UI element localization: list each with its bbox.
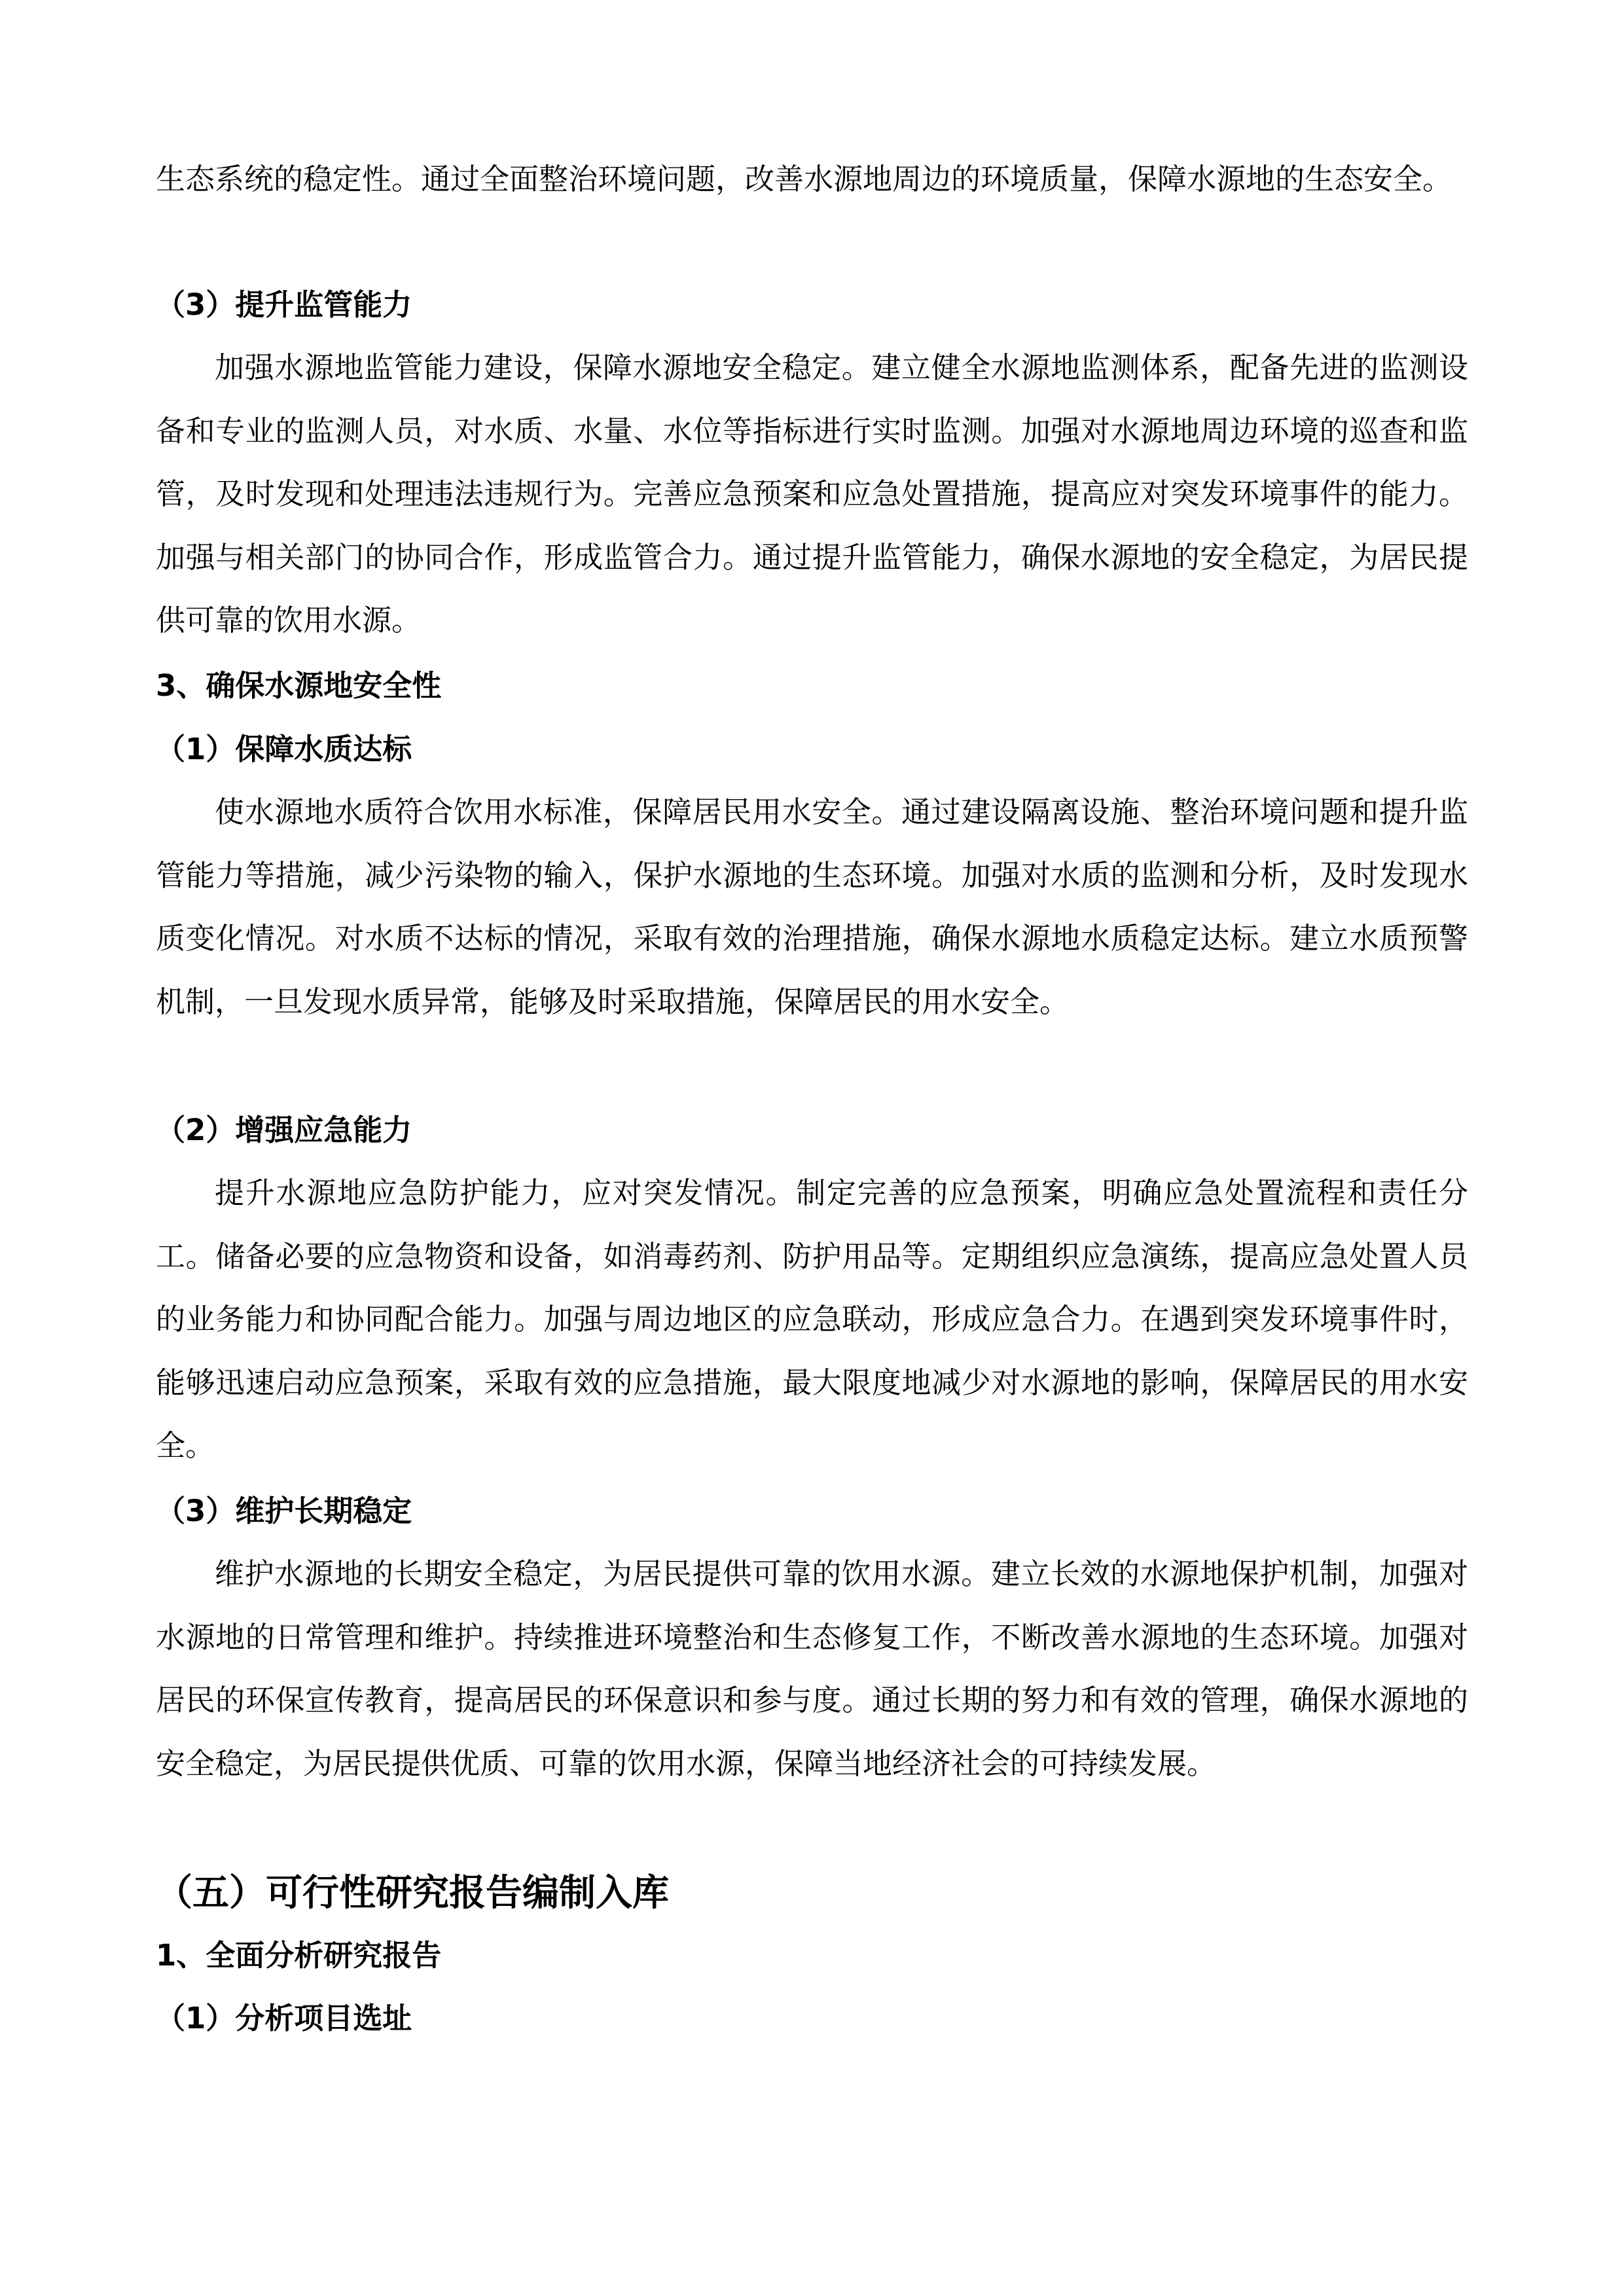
heading-water-quality: （1）保障水质达标 (156, 732, 412, 766)
heading-feasibility-report: （五）可行性研究报告编制入库 (156, 1872, 669, 1914)
paragraph-long-term-stability: 维护水源地的长期安全稳定，为居民提供可靠的饮用水源。建立长效的水源地保护机制，加强对水源地的日常管理和维护。持续推进环境整治和生态修复工作，不断改善水源地的生态环境。加强对居民的环保宣传教育，提高居民的环保意识和参与度。通过长期的努力和有效的管理，确保水源地的安全稳定，为居民提供优质、可靠的饮用水源，保障当地经济社会的可持续发展。 (156, 1556, 1468, 1781)
document-page (156, 0, 1468, 2296)
paragraph-enhance-supervision: 加强水源地监管能力建设，保障水源地安全稳定。建立健全水源地监测体系，配备先进的监测设备和专业的监测人员，对水质、水量、水位等指标进行实时监测。加强对水源地周边环境的巡查和监管，及时发现和处理违法违规行为。完善应急预案和应急处置措施，提高应对突发环境事件的能力。加强与相关部门的协同合作，形成监管合力。通过提升监管能力，确保水源地的安全稳定，为居民提供可靠的饮用水源。 (156, 350, 1468, 637)
heading-enhance-supervision: （3）提升监管能力 (156, 287, 412, 322)
paragraph-water-quality: 使水源地水质符合饮用水标准，保障居民用水安全。通过建设隔离设施、整治环境问题和提升监管能力等措施，减少污染物的输入，保护水源地的生态环境。加强对水质的监测和分析，及时发现水质变化情况。对水质不达标的情况，采取有效的治理措施，确保水源地水质稳定达标。建立水质预警机制，一旦发现水质异常，能够及时采取措施，保障居民的用水安全。 (156, 795, 1468, 1019)
heading-ensure-safety: 3、确保水源地安全性 (156, 668, 442, 703)
continuation-paragraph: 生态系统的稳定性。通过全面整治环境问题，改善水源地周边的环境质量，保障水源地的生态安全。 (156, 162, 1453, 196)
heading-site-selection: （1）分析项目选址 (156, 2001, 412, 2036)
heading-emergency-capacity: （2）增强应急能力 (156, 1113, 412, 1147)
paragraph-emergency-capacity: 提升水源地应急防护能力，应对突发情况。制定完善的应急预案，明确应急处置流程和责任分工。储备必要的应急物资和设备，如消毒药剂、防护用品等。定期组织应急演练，提高应急处置人员的业务能力和协同配合能力。加强与周边地区的应急联动，形成应急合力。在遇到突发环境事件时，能够迅速启动应急预案，采取有效的应急措施，最大限度地减少对水源地的影响，保障居民的用水安全。 (156, 1175, 1468, 1463)
heading-long-term-stability: （3）维护长期稳定 (156, 1494, 412, 1528)
heading-comprehensive-analysis: 1、全面分析研究报告 (156, 1938, 442, 1973)
